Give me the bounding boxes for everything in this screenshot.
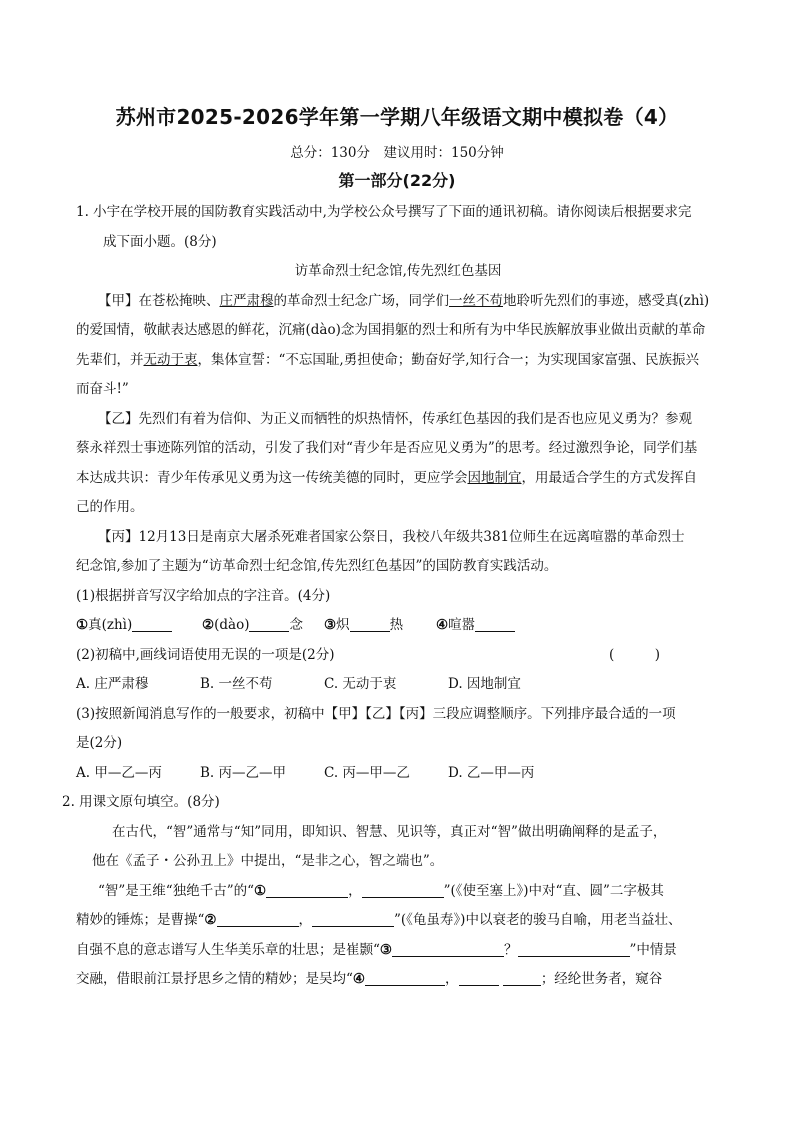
option-c[interactable]: C. 丙—甲—乙 bbox=[324, 764, 410, 781]
sub1-question: (1)根据拼音写汉字给加点的字注音。(4分) bbox=[76, 587, 331, 604]
text: ，用最适合学生的方式发挥自 bbox=[521, 469, 697, 486]
para-yi-line2: 蔡永祥烈士事迹陈列馆的活动，引发了我们对“青少年是否应见义勇为”的思考。经过激烈争论，同学们基 bbox=[76, 440, 698, 456]
para-jia-line2: 的爱国情，敬献表达感恩的鲜花，沉痛(dào)念为国捐躯的烈士和所有为中华民族解放事业做出贡献的革命 bbox=[76, 322, 706, 338]
sub3-question-line1: (3)按照新闻消息写作的一般要求，初稿中【甲】【乙】【丙】三段应调整顺序。下列排序最合适的一项 bbox=[76, 705, 676, 722]
answer-blank[interactable] bbox=[365, 970, 445, 986]
option-d[interactable]: D. 乙—甲—丙 bbox=[448, 764, 535, 781]
answer-blank[interactable] bbox=[459, 970, 499, 986]
sub1-items bbox=[76, 611, 720, 641]
blank-number: ③ bbox=[379, 941, 393, 958]
item-number: ④ bbox=[436, 617, 449, 633]
text: 交融，借眼前江景抒思乡之情的精妙；是吴均“ bbox=[76, 971, 353, 987]
para-jia-line1 bbox=[76, 287, 720, 317]
option-c[interactable]: C. 无动于衷 bbox=[324, 676, 397, 692]
text: 先辈们，并 bbox=[76, 351, 144, 368]
answer-blank[interactable] bbox=[503, 970, 541, 986]
text: “智”是王维“独绝千古”的“ bbox=[98, 882, 255, 899]
article-title: 访革命烈士纪念馆,传先烈红色基因 bbox=[294, 263, 502, 279]
answer-blank[interactable] bbox=[312, 911, 394, 927]
sub2-question: (2)初稿中,画线词语使用无误的一项是(2分) bbox=[76, 646, 335, 663]
sub3-question-line2: 是(2分) bbox=[76, 735, 123, 751]
text: 精妙的锤炼；是曹操“ bbox=[76, 912, 205, 928]
text: ， bbox=[445, 971, 459, 987]
para-jia-line3 bbox=[76, 346, 720, 376]
item-text: (dào) bbox=[214, 617, 250, 633]
text: 自强不息的意志谱写人生华美乐章的壮思；是崔颢“ bbox=[76, 941, 380, 958]
underlined-phrase: 庄严肃穆 bbox=[219, 292, 274, 309]
sub1-item bbox=[436, 611, 515, 641]
answer-blank[interactable] bbox=[249, 616, 289, 632]
answer-blank[interactable] bbox=[132, 616, 172, 632]
sub2-options bbox=[76, 670, 720, 700]
q1-stem-line2: 成下面小题。(8分) bbox=[103, 233, 217, 250]
text: ，集体宣誓：“不忘国耻,勇担使命；勤奋好学,知行合一；为实现国家富强、民族振兴 bbox=[197, 351, 699, 368]
option-b[interactable]: B. 一丝不苟 bbox=[200, 676, 273, 692]
item-number: ③ bbox=[324, 617, 337, 633]
underlined-phrase: 一丝不苟 bbox=[449, 292, 503, 309]
q1-stem-line1: 1. 小宇在学校开展的国防教育实践活动中,为学校公众号撰写了下面的通讯初稿。请你阅读后根据要求完 bbox=[76, 204, 692, 220]
sub1-item bbox=[202, 611, 324, 641]
q2-stem: 2. 用课文原句填空。(8分) bbox=[62, 794, 220, 810]
option-b[interactable]: B. 丙—乙—甲 bbox=[200, 764, 287, 781]
answer-blank[interactable] bbox=[217, 911, 299, 927]
text: ；经纶世务者，窥谷 bbox=[540, 971, 663, 987]
text: ”中情景 bbox=[629, 941, 677, 958]
exam-body bbox=[62, 198, 720, 995]
sub2-question-line bbox=[76, 641, 720, 671]
text: 地聆听先烈们的事迹，感受真(zhì) bbox=[503, 292, 710, 309]
answer-blank[interactable] bbox=[266, 882, 348, 898]
text: ”(《龟虽寿》)中以衰老的骏马自喻，用老当益壮、 bbox=[394, 912, 682, 928]
page-title: 苏州市2025-2026学年第一学期八年级语文期中模拟卷（4） bbox=[115, 105, 679, 129]
para-jia-line4: 而奋斗!” bbox=[76, 381, 129, 397]
underlined-phrase: 因地制宜 bbox=[467, 469, 522, 486]
q2-para1-line1: 在古代，“智”通常与“知”同用，即知识、智慧、见识等，真正对“智”做出明确阐释的是孟子， bbox=[112, 823, 667, 840]
option-a[interactable]: A. 甲—乙—丙 bbox=[76, 764, 162, 781]
text: 的革命烈士纪念广场，同学们 bbox=[273, 292, 449, 309]
q2-para2-line4 bbox=[76, 965, 720, 995]
answer-parentheses[interactable]: ( ) bbox=[608, 646, 660, 663]
q2-para2-line3 bbox=[76, 936, 720, 966]
answer-blank[interactable] bbox=[362, 882, 444, 898]
text: ， bbox=[298, 912, 313, 928]
text: 本达成共识：青少年传承见义勇为这一传统美德的同时，更应学会 bbox=[76, 469, 468, 486]
para-bing-line2: 纪念馆,参加了主题为“访革命烈士纪念馆,传先烈红色基因”的国防教育实践活动。 bbox=[76, 558, 558, 574]
text: ”(《使至塞上》)中对“直、圆”二字极其 bbox=[443, 882, 664, 899]
blank-number: ④ bbox=[352, 971, 366, 987]
q2-para2-line1 bbox=[76, 877, 720, 907]
underlined-phrase: 无动于衷 bbox=[143, 351, 198, 368]
answer-blank[interactable] bbox=[350, 616, 390, 632]
sub3-options bbox=[76, 759, 720, 789]
answer-blank[interactable] bbox=[518, 941, 630, 957]
para-yi-line3 bbox=[76, 464, 720, 494]
option-d[interactable]: D. 因地制宜 bbox=[448, 676, 521, 692]
sub1-item bbox=[76, 611, 202, 641]
text: ， bbox=[348, 882, 362, 899]
blank-number: ② bbox=[204, 912, 217, 928]
sub1-item bbox=[324, 611, 436, 641]
item-number: ② bbox=[202, 617, 215, 633]
exam-meta: 总分：130分 建议用时：150分钟 bbox=[290, 145, 504, 161]
q2-para1-line2: 他在《孟子・公孙丑上》中提出，“是非之心，智之端也”。 bbox=[92, 853, 444, 869]
para-yi-line1: 【乙】先烈们有着为信仰、为正义而牺牲的炽热情怀，传承红色基因的我们是否也应见义勇为？参观 bbox=[98, 410, 692, 427]
item-text: 真(zhì) bbox=[88, 617, 133, 633]
item-text: 炽 bbox=[336, 617, 350, 633]
blank-number: ① bbox=[254, 882, 267, 899]
section-heading: 第一部分(22分) bbox=[338, 171, 456, 190]
text: ？ bbox=[504, 941, 518, 958]
item-number: ① bbox=[76, 617, 89, 633]
answer-blank[interactable] bbox=[392, 941, 504, 957]
text: 【甲】在苍松掩映、 bbox=[98, 292, 220, 309]
item-text: 喧嚣 bbox=[448, 617, 476, 633]
para-yi-line4: 己的作用。 bbox=[76, 499, 144, 515]
option-a[interactable]: A. 庄严肃穆 bbox=[76, 676, 149, 692]
q2-para2-line2 bbox=[76, 906, 720, 936]
answer-blank[interactable] bbox=[475, 616, 515, 632]
para-bing-line1: 【丙】12月13日是南京大屠杀死难者国家公祭日，我校八年级共381位师生在远离喧嚣的革命烈士 bbox=[98, 528, 685, 545]
item-suffix: 念 bbox=[289, 617, 303, 633]
item-suffix: 热 bbox=[389, 617, 404, 633]
